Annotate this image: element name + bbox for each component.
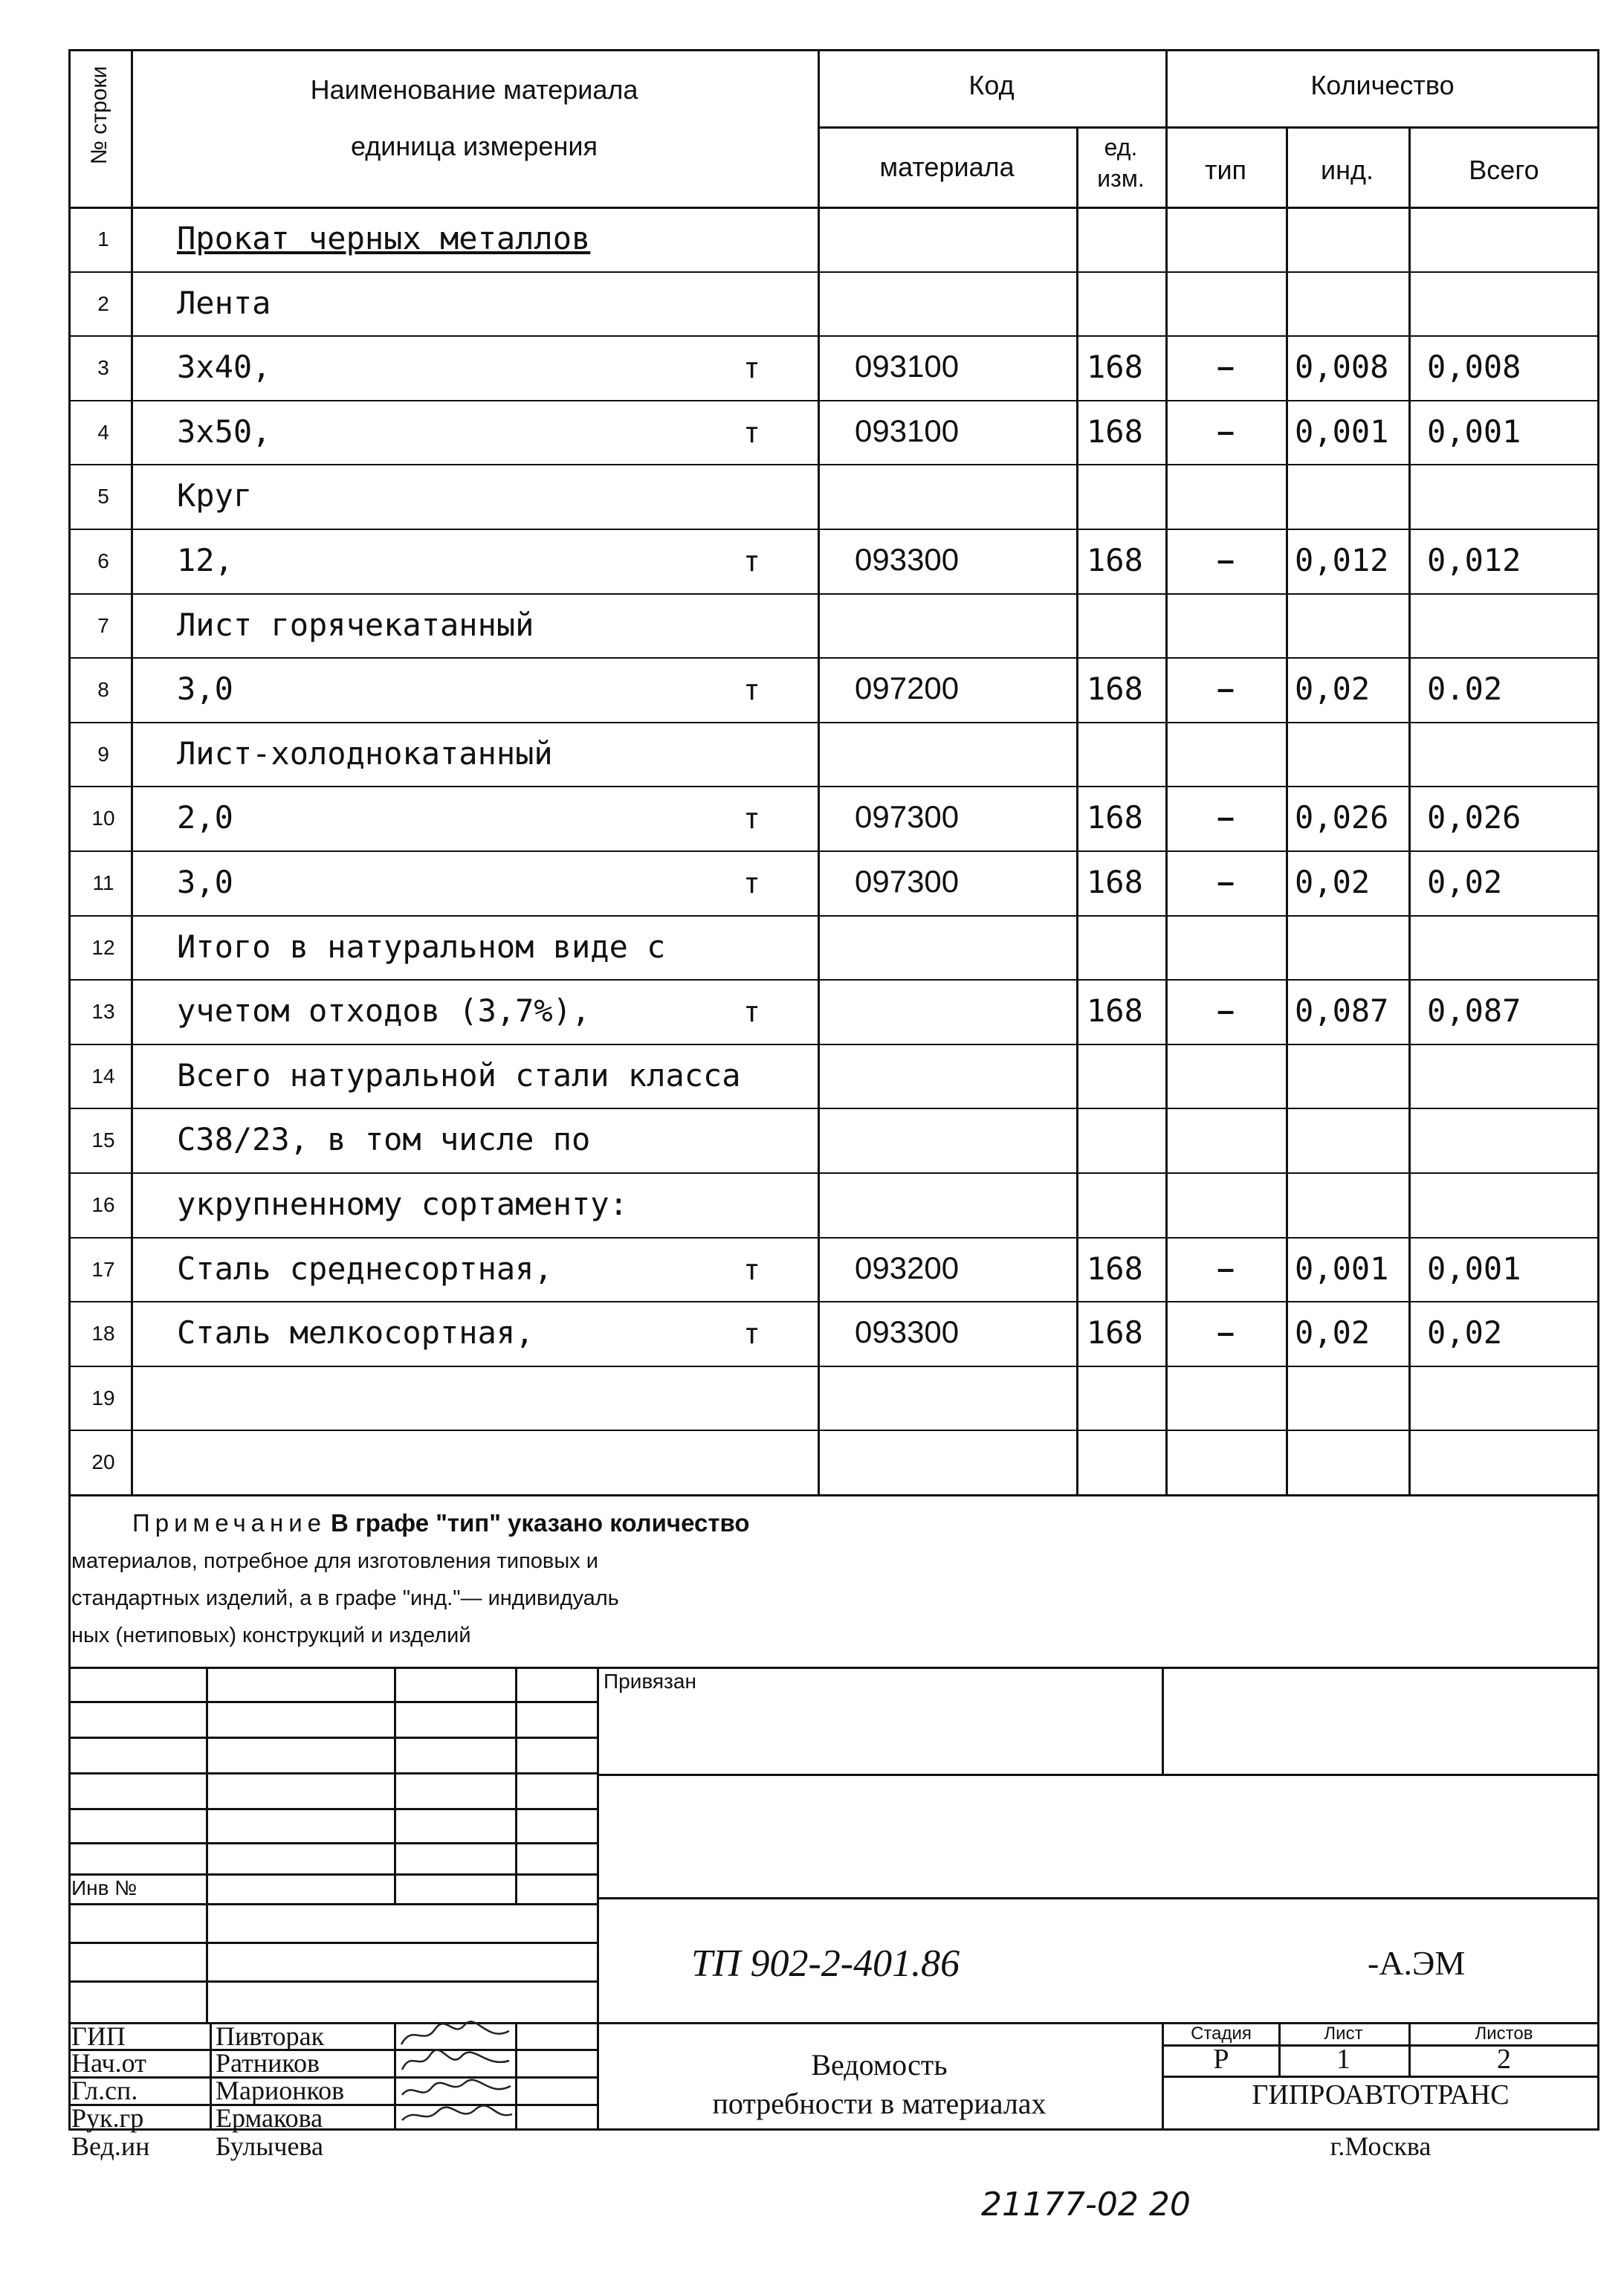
row-number: 10 (91, 807, 115, 830)
row-typ: – (1217, 799, 1235, 835)
row-total: 0,02 (1427, 1314, 1503, 1352)
tb-left-h1 (68, 1701, 597, 1703)
row-material-code: 093300 (855, 542, 960, 577)
document-code: ТП 902-2-401.86 (691, 1943, 960, 1985)
role-gip: ГИП (71, 2021, 126, 2051)
row-unit-letter: т (743, 1317, 760, 1351)
row-number: 6 (97, 549, 109, 572)
tb-left-h5 (68, 1842, 597, 1844)
row-total: 0.02 (1427, 671, 1503, 708)
row-divider (68, 400, 1599, 401)
role-ved-in-text: Вед.ин (71, 2131, 150, 2161)
total-header: Всего (1469, 155, 1539, 185)
row-material-code: 093300 (855, 1314, 960, 1350)
stage-value: Р (1213, 2044, 1229, 2075)
note-line3: стандартных изделий, а в графе "инд."— индивидуаль (71, 1586, 619, 1610)
row-typ: – (1217, 349, 1235, 384)
row-name: Сталь мелкосортная, (177, 1314, 534, 1352)
row-divider (68, 271, 1599, 273)
row-number: 9 (97, 742, 109, 766)
row-unit-letter: т (743, 352, 760, 385)
row-typ: – (1217, 671, 1235, 706)
col-line-code (1076, 126, 1078, 1494)
header-mid-line (818, 126, 1599, 129)
row-total: 0,012 (1427, 542, 1521, 578)
row-name: Лист горячекатанный (177, 606, 534, 643)
row-typ: – (1217, 1250, 1235, 1285)
row-name: Прокат черных металлов (177, 220, 591, 256)
row-material-code: 097300 (855, 799, 960, 835)
tb-left-h3 (68, 1772, 597, 1775)
col-line-name (818, 49, 820, 1494)
row-unit-code: 168 (1087, 992, 1143, 1030)
col-line-rownum (131, 49, 133, 1494)
tb-inv-v (206, 1903, 208, 2022)
row-unit-code: 168 (1087, 349, 1143, 386)
table-bottom-line (68, 1494, 1599, 1496)
row-divider (68, 1301, 1599, 1302)
row-ind: 0,008 (1295, 349, 1389, 386)
row-typ: – (1217, 992, 1235, 1028)
row-name: 2,0 (177, 799, 233, 836)
unit-header-line2: изм. (1097, 165, 1145, 192)
row-typ: – (1217, 542, 1235, 577)
row-name: Итого в натуральном виде с (177, 928, 666, 965)
row-divider (68, 1044, 1599, 1045)
row-name: 3х40, (177, 349, 271, 386)
row-name: Сталь среднесортная, (177, 1250, 553, 1287)
row-unit-code: 168 (1087, 1250, 1143, 1287)
row-divider (68, 335, 1599, 337)
signature-4 (398, 2099, 517, 2134)
organization-name: ГИПРОАВТОТРАНС (1252, 2079, 1510, 2111)
row-number: 15 (91, 1128, 115, 1152)
row-divider (68, 1237, 1599, 1239)
tb-left-h7 (68, 1903, 597, 1905)
role-ruk-gr: Рук.гр (71, 2103, 144, 2133)
row-number: 7 (97, 613, 109, 637)
row-unit-code: 168 (1087, 799, 1143, 836)
row-divider (68, 593, 1599, 595)
row-unit-letter: т (743, 1253, 760, 1286)
row-unit-code: 168 (1087, 864, 1143, 900)
row-name: 3х50, (177, 413, 271, 450)
document-code-suffix: -А.ЭМ (1368, 1944, 1466, 1982)
note-bottom-line (68, 1667, 1599, 1669)
material-code-header: материала (879, 152, 1015, 182)
row-divider (68, 464, 1599, 465)
role-gl-sp: Гл.сп. (71, 2076, 138, 2105)
role-nach-ot: Нач.от (71, 2048, 146, 2078)
name-ermakova: Ермакова (216, 2103, 323, 2133)
row-unit-letter: т (743, 545, 760, 578)
row-unit-code: 168 (1087, 413, 1143, 450)
tb-stage-h2 (1162, 2076, 1599, 2078)
col-line-typ (1286, 126, 1288, 1494)
row-divider (68, 657, 1599, 659)
row-name: 3,0 (177, 671, 233, 708)
row-name: Лента (177, 284, 271, 321)
row-ind: 0,012 (1295, 542, 1389, 578)
tb-sig-h1 (68, 2049, 597, 2051)
tb-privyazan-bottom (597, 1774, 1599, 1776)
header-bottom-line (68, 207, 1599, 209)
document-title-line1: Ведомость (811, 2048, 948, 2082)
row-ind: 0,001 (1295, 1250, 1389, 1287)
name-header-line2: единица измерения (351, 131, 598, 161)
name-bulycheva: Булычева (216, 2131, 323, 2161)
row-typ: – (1217, 1314, 1235, 1350)
tb-inv-h1 (68, 1942, 597, 1944)
row-unit-letter: т (743, 674, 760, 707)
row-unit-code: 168 (1087, 671, 1143, 708)
note-title: Примечание (132, 1509, 327, 1537)
row-typ: – (1217, 864, 1235, 899)
name-marionkov: Марионков (216, 2076, 345, 2105)
row-total: 0,001 (1427, 413, 1521, 450)
stage-label: Стадия (1191, 2024, 1252, 2044)
note-line2: материалов, потребное для изготовления типовых и (71, 1549, 598, 1573)
row-unit-letter: т (743, 802, 760, 836)
tb-left-h4 (68, 1808, 597, 1810)
row-number: 20 (91, 1450, 115, 1474)
col-line-ind (1408, 126, 1411, 1494)
row-ind: 0,001 (1295, 413, 1389, 450)
sheet-label: Лист (1324, 2024, 1363, 2044)
row-unit-code: 168 (1087, 1314, 1143, 1352)
row-material-code: 093200 (855, 1250, 960, 1285)
row-number: 18 (91, 1322, 115, 1346)
row-divider (68, 1108, 1599, 1109)
row-material-code: 093100 (855, 413, 960, 448)
row-unit-letter: т (743, 416, 760, 449)
row-number: 14 (91, 1064, 115, 1088)
inventory-number-label: Инв № (71, 1876, 138, 1899)
row-divider (68, 529, 1599, 530)
name-header-line1: Наименование материала (310, 74, 638, 105)
row-number: 11 (92, 871, 114, 894)
row-unit-code: 168 (1087, 542, 1143, 578)
privyazan-label: Привязан (604, 1670, 696, 1693)
row-number: 5 (97, 485, 109, 508)
quantity-header: Количество (1310, 70, 1455, 100)
row-divider (68, 915, 1599, 917)
row-name: укрупненному сортаменту: (177, 1186, 628, 1222)
tb-inv-h2 (68, 1980, 597, 1983)
tb-left-h2 (68, 1737, 597, 1739)
row-number: 1 (97, 227, 109, 251)
row-ind: 0,02 (1295, 1314, 1371, 1352)
name-pivtorak: Пивторак (216, 2021, 325, 2051)
row-unit-letter: т (743, 867, 760, 900)
row-number: 12 (91, 935, 115, 959)
row-divider (68, 1172, 1599, 1174)
row-number: 17 (91, 1257, 115, 1281)
row-material-code: 097200 (855, 671, 960, 706)
unit-header-line1: ед. (1104, 134, 1138, 161)
row-name: Лист-холоднокатанный (177, 734, 553, 772)
row-total: 0,001 (1427, 1250, 1521, 1287)
row-divider (68, 786, 1599, 787)
footer-stamp: 21177-02 20 (981, 2186, 1191, 2224)
row-unit-letter: т (743, 995, 760, 1029)
city-name: г.Москва (1330, 2131, 1431, 2161)
note-line1: В графе "тип" указано количество (331, 1509, 750, 1537)
row-name: учетом отходов (3,7%), (177, 992, 591, 1030)
name-ratnikov: Ратников (216, 2048, 320, 2078)
sheet-value: 1 (1336, 2044, 1350, 2075)
row-divider (68, 722, 1599, 723)
row-divider (68, 1366, 1599, 1367)
row-ind: 0,087 (1295, 992, 1389, 1030)
sheets-label: Листов (1475, 2024, 1533, 2044)
sheets-value: 2 (1497, 2044, 1511, 2075)
row-number: 2 (97, 291, 109, 315)
row-total: 0,008 (1427, 349, 1521, 386)
row-number: 8 (97, 678, 109, 702)
row-total: 0,02 (1427, 864, 1503, 900)
row-ind: 0,02 (1295, 671, 1371, 708)
row-number: 4 (97, 420, 109, 444)
row-name: 3,0 (177, 864, 233, 900)
row-material-code: 093100 (855, 349, 960, 384)
row-name: Всего натуральной стали класса (177, 1056, 741, 1094)
row-total: 0,026 (1427, 799, 1521, 836)
tb-privyazan-split (1162, 1667, 1164, 1774)
ind-header: инд. (1321, 155, 1374, 185)
row-divider (68, 1430, 1599, 1431)
row-divider (68, 979, 1599, 981)
row-number: 3 (97, 356, 109, 380)
row-ind: 0,026 (1295, 799, 1389, 836)
row-number-header: № строки (87, 65, 111, 165)
tb-left-h6 (68, 1873, 597, 1876)
row-divider (68, 850, 1599, 852)
row-name: 12, (177, 542, 233, 578)
note-line4: ных (нетиповых) конструкций и изделий (71, 1624, 471, 1647)
row-name: С38/23, в том числе по (177, 1121, 591, 1158)
row-material-code: 097300 (855, 864, 960, 899)
tb-code-top (597, 1897, 1599, 1899)
row-total: 0,087 (1427, 992, 1521, 1030)
row-name: Круг (177, 477, 253, 514)
typ-header: тип (1204, 155, 1247, 185)
document-title-line2: потребности в материалах (712, 2087, 1046, 2120)
row-number: 13 (91, 1000, 115, 1024)
row-number: 16 (91, 1193, 115, 1216)
row-ind: 0,02 (1295, 864, 1371, 900)
row-typ: – (1217, 413, 1235, 448)
row-number: 19 (91, 1386, 115, 1409)
code-header: Код (968, 70, 1015, 100)
